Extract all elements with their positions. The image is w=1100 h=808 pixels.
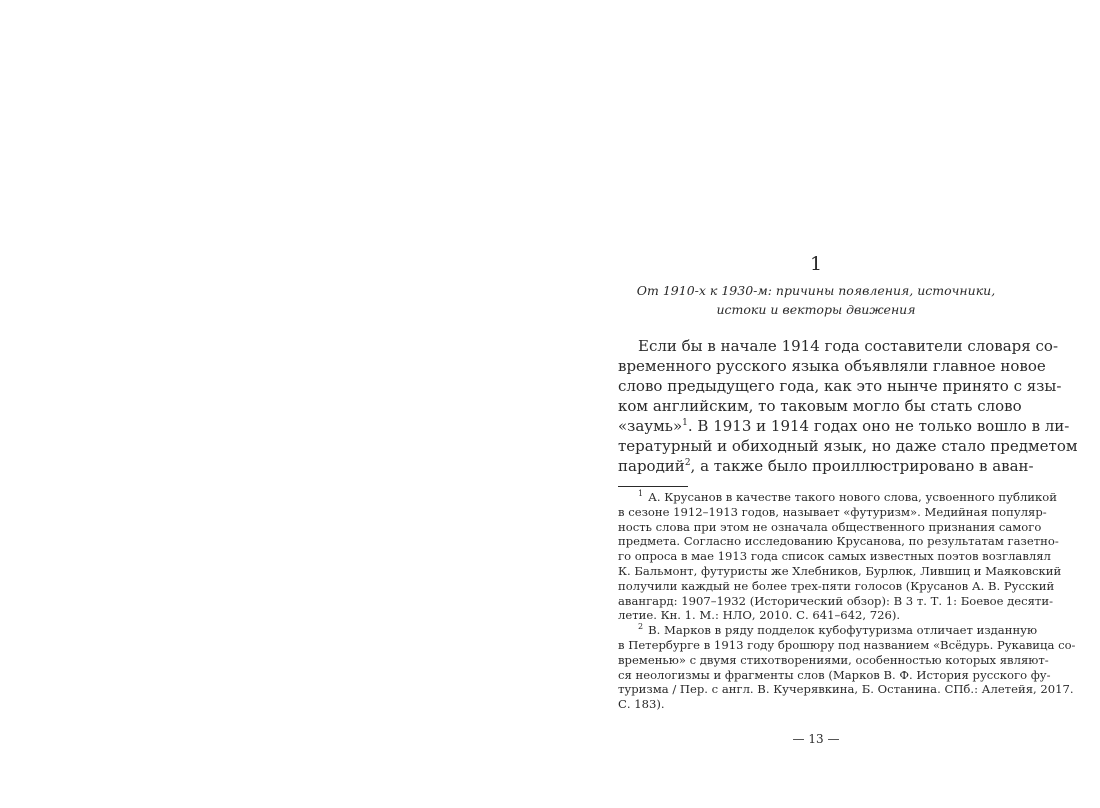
footnote-line: предмета. Согласно исследованию Крусанова, по результатам газетно- (618, 534, 1059, 549)
body-text-fragment: , а также было проиллюстрировано в аван- (690, 457, 1034, 475)
footnote-mark: 2 (638, 622, 644, 632)
body-text-fragment: пародий (618, 457, 685, 475)
footnotes (618, 489, 1076, 712)
footnote-line: ся неологизмы и фрагменты слов (Марков В. Ф. История русского фу- (618, 667, 1051, 682)
body-text-fragment: . В 1913 и 1914 годах оно не только вошло в ли- (687, 417, 1070, 435)
footnote-ref-1[interactable]: 1 (682, 418, 688, 428)
body-line: тературный и обиходный язык, но даже стало предметом (618, 437, 1078, 455)
body-line: временного русского языка объявляли главное новое (618, 357, 1046, 375)
chapter-title-line: истоки и векторы движения (716, 302, 916, 317)
footnote-2 (618, 622, 1076, 712)
footnote-line: туризма / Пер. с англ. В. Кучерявкина, Б. Останина. СПб.: Алетейя, 2017. (618, 682, 1074, 697)
footnote-line: К. Бальмонт, футуристы же Хлебников, Бурлюк, Лившиц и Маяковский (618, 563, 1062, 578)
body-line (618, 416, 1070, 436)
footnote-text: В. Марков в ряду подделок кубофутуризма отличает изданную (648, 623, 1038, 638)
body-line: Если бы в начале 1914 года составители словаря со- (638, 337, 1059, 355)
body-text-fragment: «заумь» (618, 417, 683, 435)
footnote-line: го опроса в мае 1913 года список самых известных поэтов возглавлял (618, 549, 1051, 564)
footnote-divider (618, 486, 688, 487)
page-number: — 13 — (792, 732, 840, 746)
footnote-line: получили каждый не более трех-пяти голосов (Крусанов А. В. Русский (618, 578, 1055, 593)
footnote-line (618, 489, 1057, 505)
footnote-line: авангард: 1907–1932 (Исторический обзор): В 3 т. Т. 1: Боевое десяти- (618, 593, 1053, 608)
chapter-title-line: От 1910-х к 1930-м: причины появления, источники, (636, 283, 996, 298)
footnote-line: летие. Кн. 1. М.: НЛО, 2010. С. 641–642, 726). (618, 608, 901, 623)
body-line: ком английским, то таковым могло бы стать слово (618, 397, 1022, 415)
body-line: слово предыдущего года, как это нынче принято с язы- (618, 377, 1062, 395)
footnote-1 (618, 489, 1062, 623)
footnote-line: в сезоне 1912–1913 годов, называет «футуризм». Медийная популяр- (618, 504, 1047, 519)
body-paragraph (618, 336, 1078, 476)
footnote-text: А. Крусанов в качестве такого нового слова, усвоенного публикой (648, 490, 1057, 504)
footnote-line: временью» с двумя стихотворениями, особенностью которых являют- (618, 652, 1049, 667)
chapter-title (618, 281, 1014, 319)
footnote-line: ность слова при этом не означала общественного признания самого (618, 519, 1042, 534)
footnote-line: в Петербурге в 1913 году брошюру под названием «Вcёдурь. Рукавица со- (618, 637, 1076, 652)
footnote-line: С. 183). (618, 697, 665, 712)
footnote-line (618, 622, 1038, 638)
footnote-ref-2[interactable]: 2 (684, 458, 691, 468)
body-line (618, 456, 1034, 476)
footnote-mark: 1 (638, 489, 644, 499)
chapter-number: 1 (809, 253, 823, 275)
